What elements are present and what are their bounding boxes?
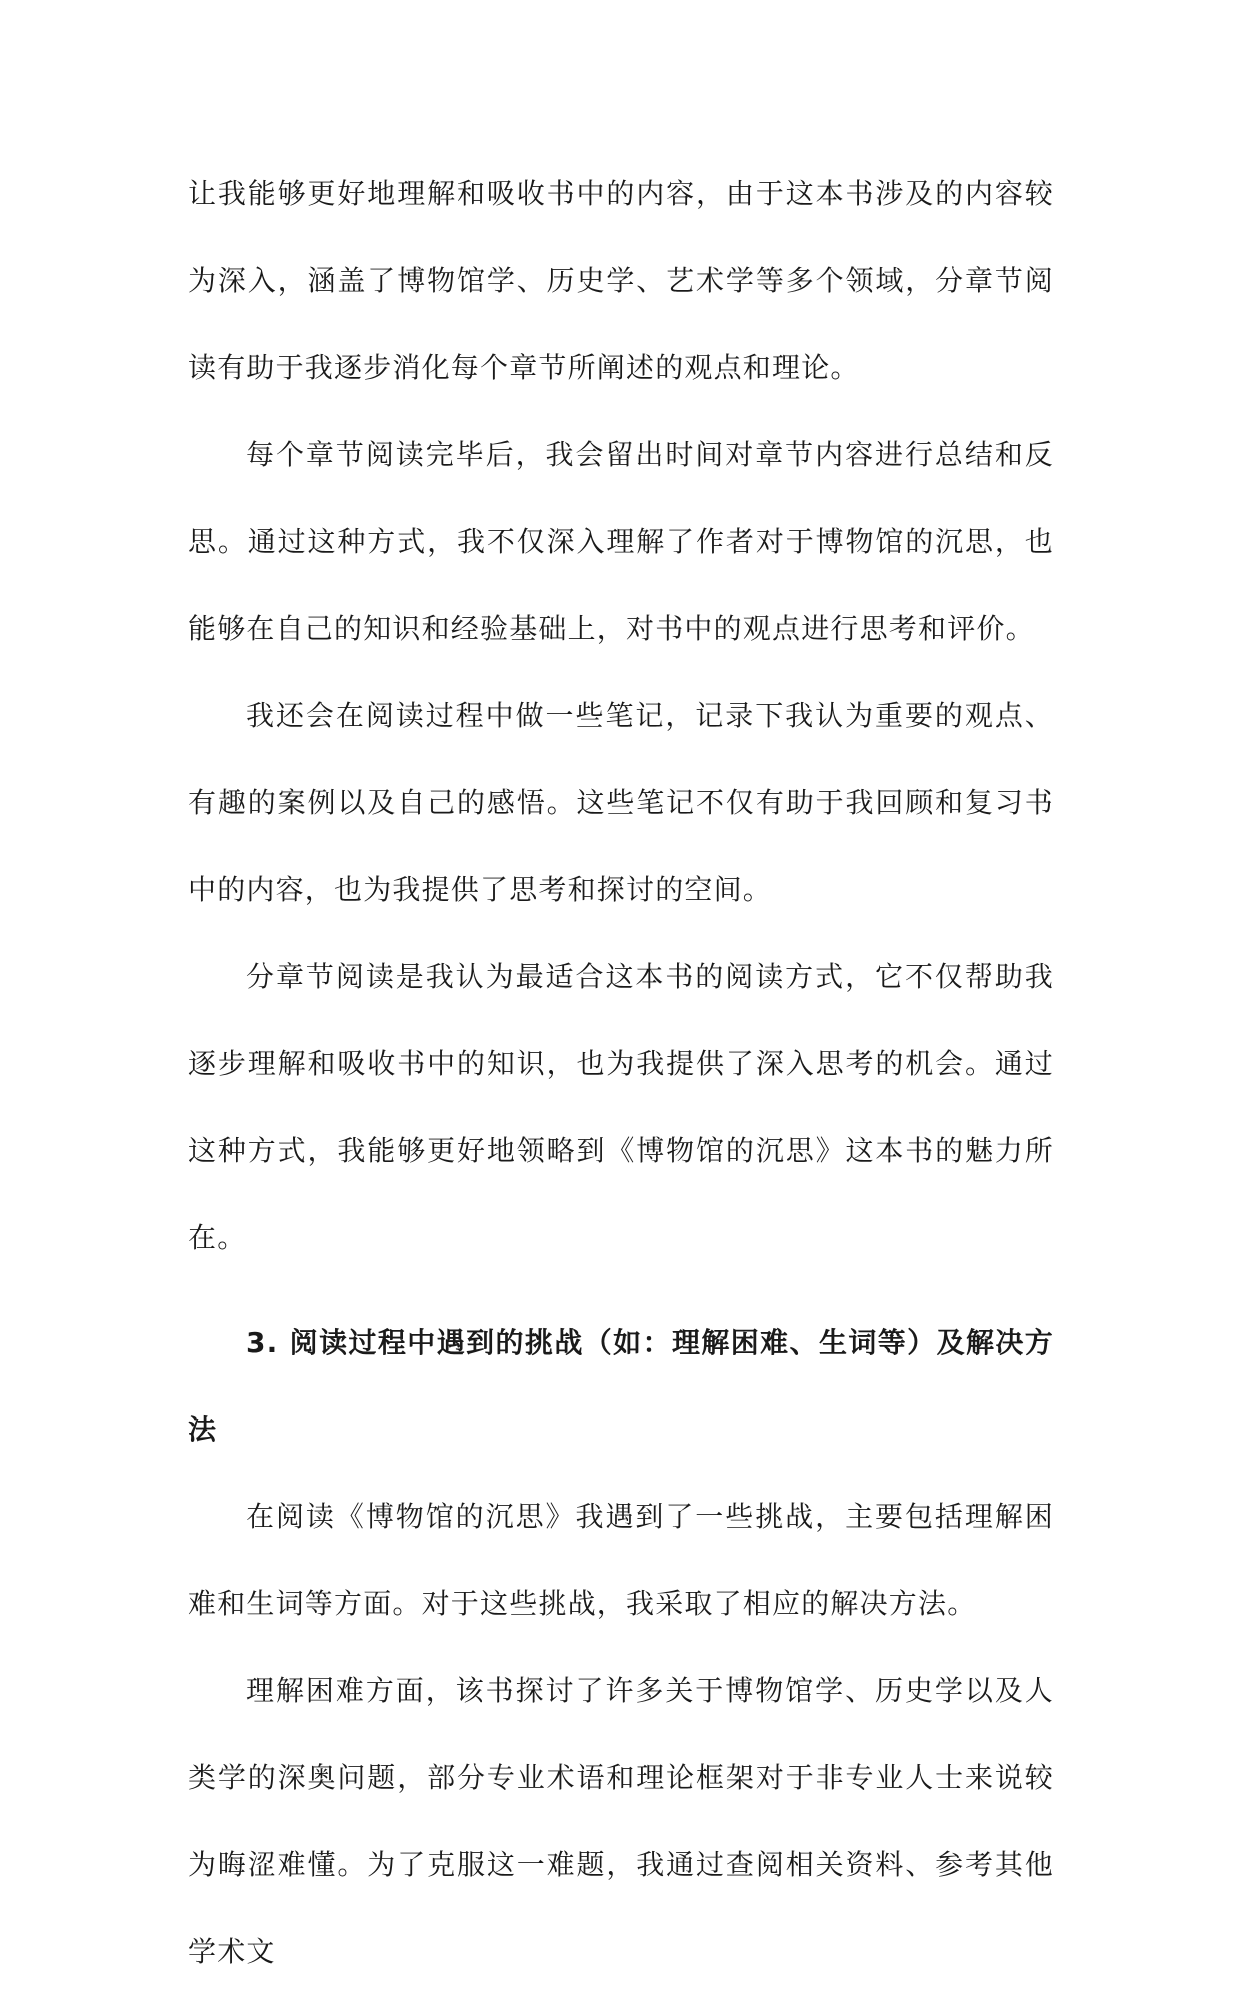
paragraph-comprehension-difficulty: 理解困难方面，该书探讨了许多关于博物馆学、历史学以及人类学的深奥问题，部分专业术语和理论框架对于非专业人士来说较为晦涩难懂。为了克服这一难题，我通过查阅相关资料、参考其他学术文 bbox=[188, 1674, 1054, 1968]
paragraph-summary-reflection: 每个章节阅读完毕后，我会留出时间对章节内容进行总结和反思。通过这种方式，我不仅深入理解了作者对于博物馆的沉思，也能够在自己的知识和经验基础上，对书中的观点进行思考和评价。 bbox=[188, 438, 1054, 645]
paragraph-continued: 让我能够更好地理解和吸收书中的内容，由于这本书涉及的内容较为深入，涵盖了博物馆学、历史学、艺术学等多个领域，分章节阅读有助于我逐步消化每个章节所阐述的观点和理论。 bbox=[188, 177, 1054, 384]
document-body bbox=[188, 150, 1054, 1995]
paragraph-chapter-reading: 分章节阅读是我认为最适合这本书的阅读方式，它不仅帮助我逐步理解和吸收书中的知识，也为我提供了深入思考的机会。通过这种方式，我能够更好地领略到《博物馆的沉思》这本书的魅力所在。 bbox=[188, 960, 1054, 1254]
section-heading: 3. 阅读过程中遇到的挑战（如：理解困难、生词等）及解决方法 bbox=[188, 1326, 1054, 1446]
paragraph-notes: 我还会在阅读过程中做一些笔记，记录下我认为重要的观点、有趣的案例以及自己的感悟。这些笔记不仅有助于我回顾和复习书中的内容，也为我提供了思考和探讨的空间。 bbox=[188, 699, 1054, 906]
paragraph-challenges-intro: 在阅读《博物馆的沉思》我遇到了一些挑战，主要包括理解困难和生词等方面。对于这些挑战，我采取了相应的解决方法。 bbox=[188, 1500, 1054, 1620]
